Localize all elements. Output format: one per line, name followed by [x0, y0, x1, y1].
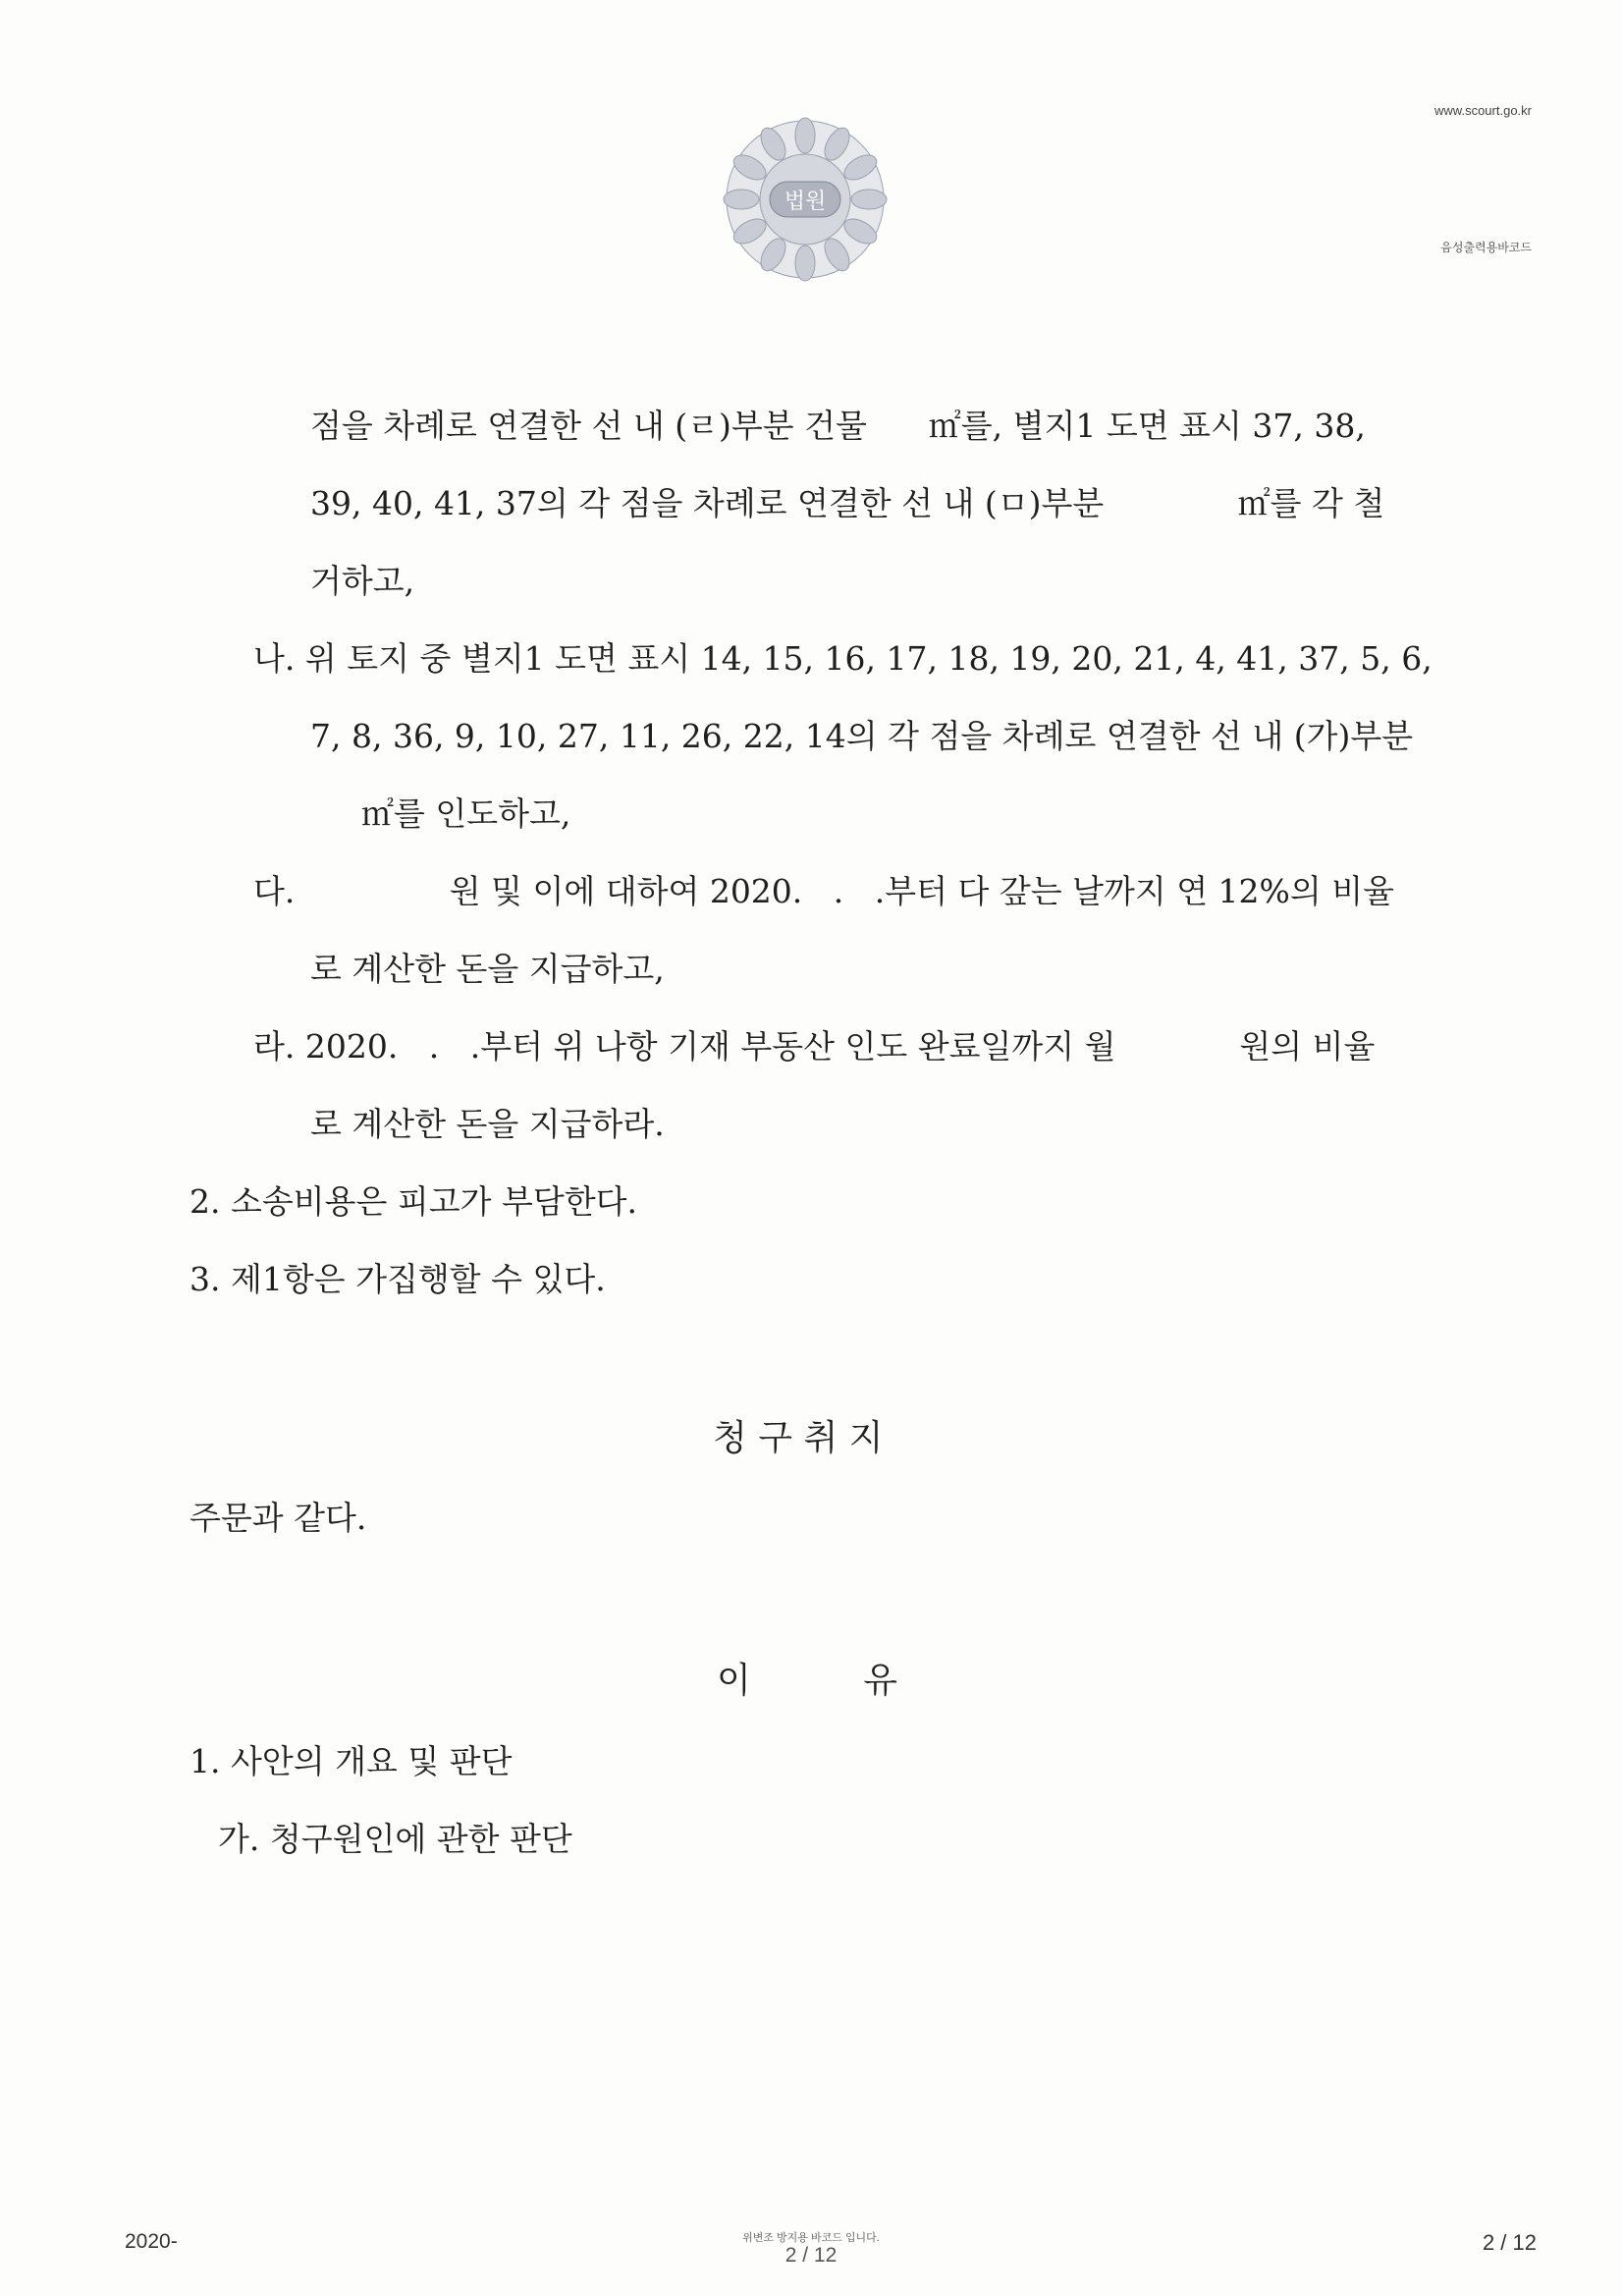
section-1-title: 1. 사안의 개요 및 판단: [189, 1742, 513, 1780]
barcode-label: 음성출력용바코드: [1440, 241, 1532, 254]
body-line-4: 나. 위 토지 중 별지1 도면 표시 14, 15, 16, 17, 18, 19, 20, 21, 4, 41, 37, 5, 6,: [253, 639, 1433, 678]
page-number-center: 2 / 12: [784, 2244, 838, 2267]
body-line-11: 2. 소송비용은 피고가 부담한다.: [189, 1182, 637, 1221]
body-line-8: 로 계산한 돈을 지급하고,: [310, 950, 665, 988]
seal-label: 법원: [784, 190, 827, 214]
claim-text: 주문과 같다.: [189, 1499, 367, 1537]
body-line-6: ㎡를 인도하고,: [361, 794, 571, 833]
section-1-a-title: 가. 청구원인에 관한 판단: [218, 1820, 572, 1858]
body-line-7: 다. 원 및 이에 대하여 2020. . .부터 다 갚는 날까지 연 12%의 비율: [253, 872, 1395, 910]
heading-reason: 이 유: [717, 1661, 897, 1701]
body-line-1: 점을 차례로 연결한 선 내 (ㄹ)부분 건물 ㎡를, 별지1 도면 표시 37, 38,: [310, 407, 1366, 445]
case-number: 2020-: [125, 2230, 178, 2253]
body-line-3: 거하고,: [310, 562, 415, 600]
court-website-url: www.scourt.go.kr: [1434, 103, 1532, 118]
court-seal-emblem: [722, 116, 889, 283]
body-line-9: 라. 2020. . .부터 위 나항 기재 부동산 인도 완료일까지 월 원의 비율: [253, 1027, 1376, 1066]
page-number-right: 2 / 12: [1482, 2230, 1537, 2255]
body-line-12: 3. 제1항은 가집행할 수 있다.: [189, 1260, 606, 1298]
body-line-5: 7, 8, 36, 9, 10, 27, 11, 26, 22, 14의 각 점을 차례로 연결한 선 내 (가)부분: [310, 717, 1414, 755]
heading-claim: 청 구 취 지: [713, 1418, 884, 1458]
body-line-10: 로 계산한 돈을 지급하라.: [310, 1105, 665, 1143]
body-line-2: 39, 40, 41, 37의 각 점을 차례로 연결한 선 내 (ㅁ)부분 ㎡를 각 철: [310, 484, 1385, 522]
barcode-note: 위변조 방지용 바코드 입니다.: [742, 2232, 880, 2244]
